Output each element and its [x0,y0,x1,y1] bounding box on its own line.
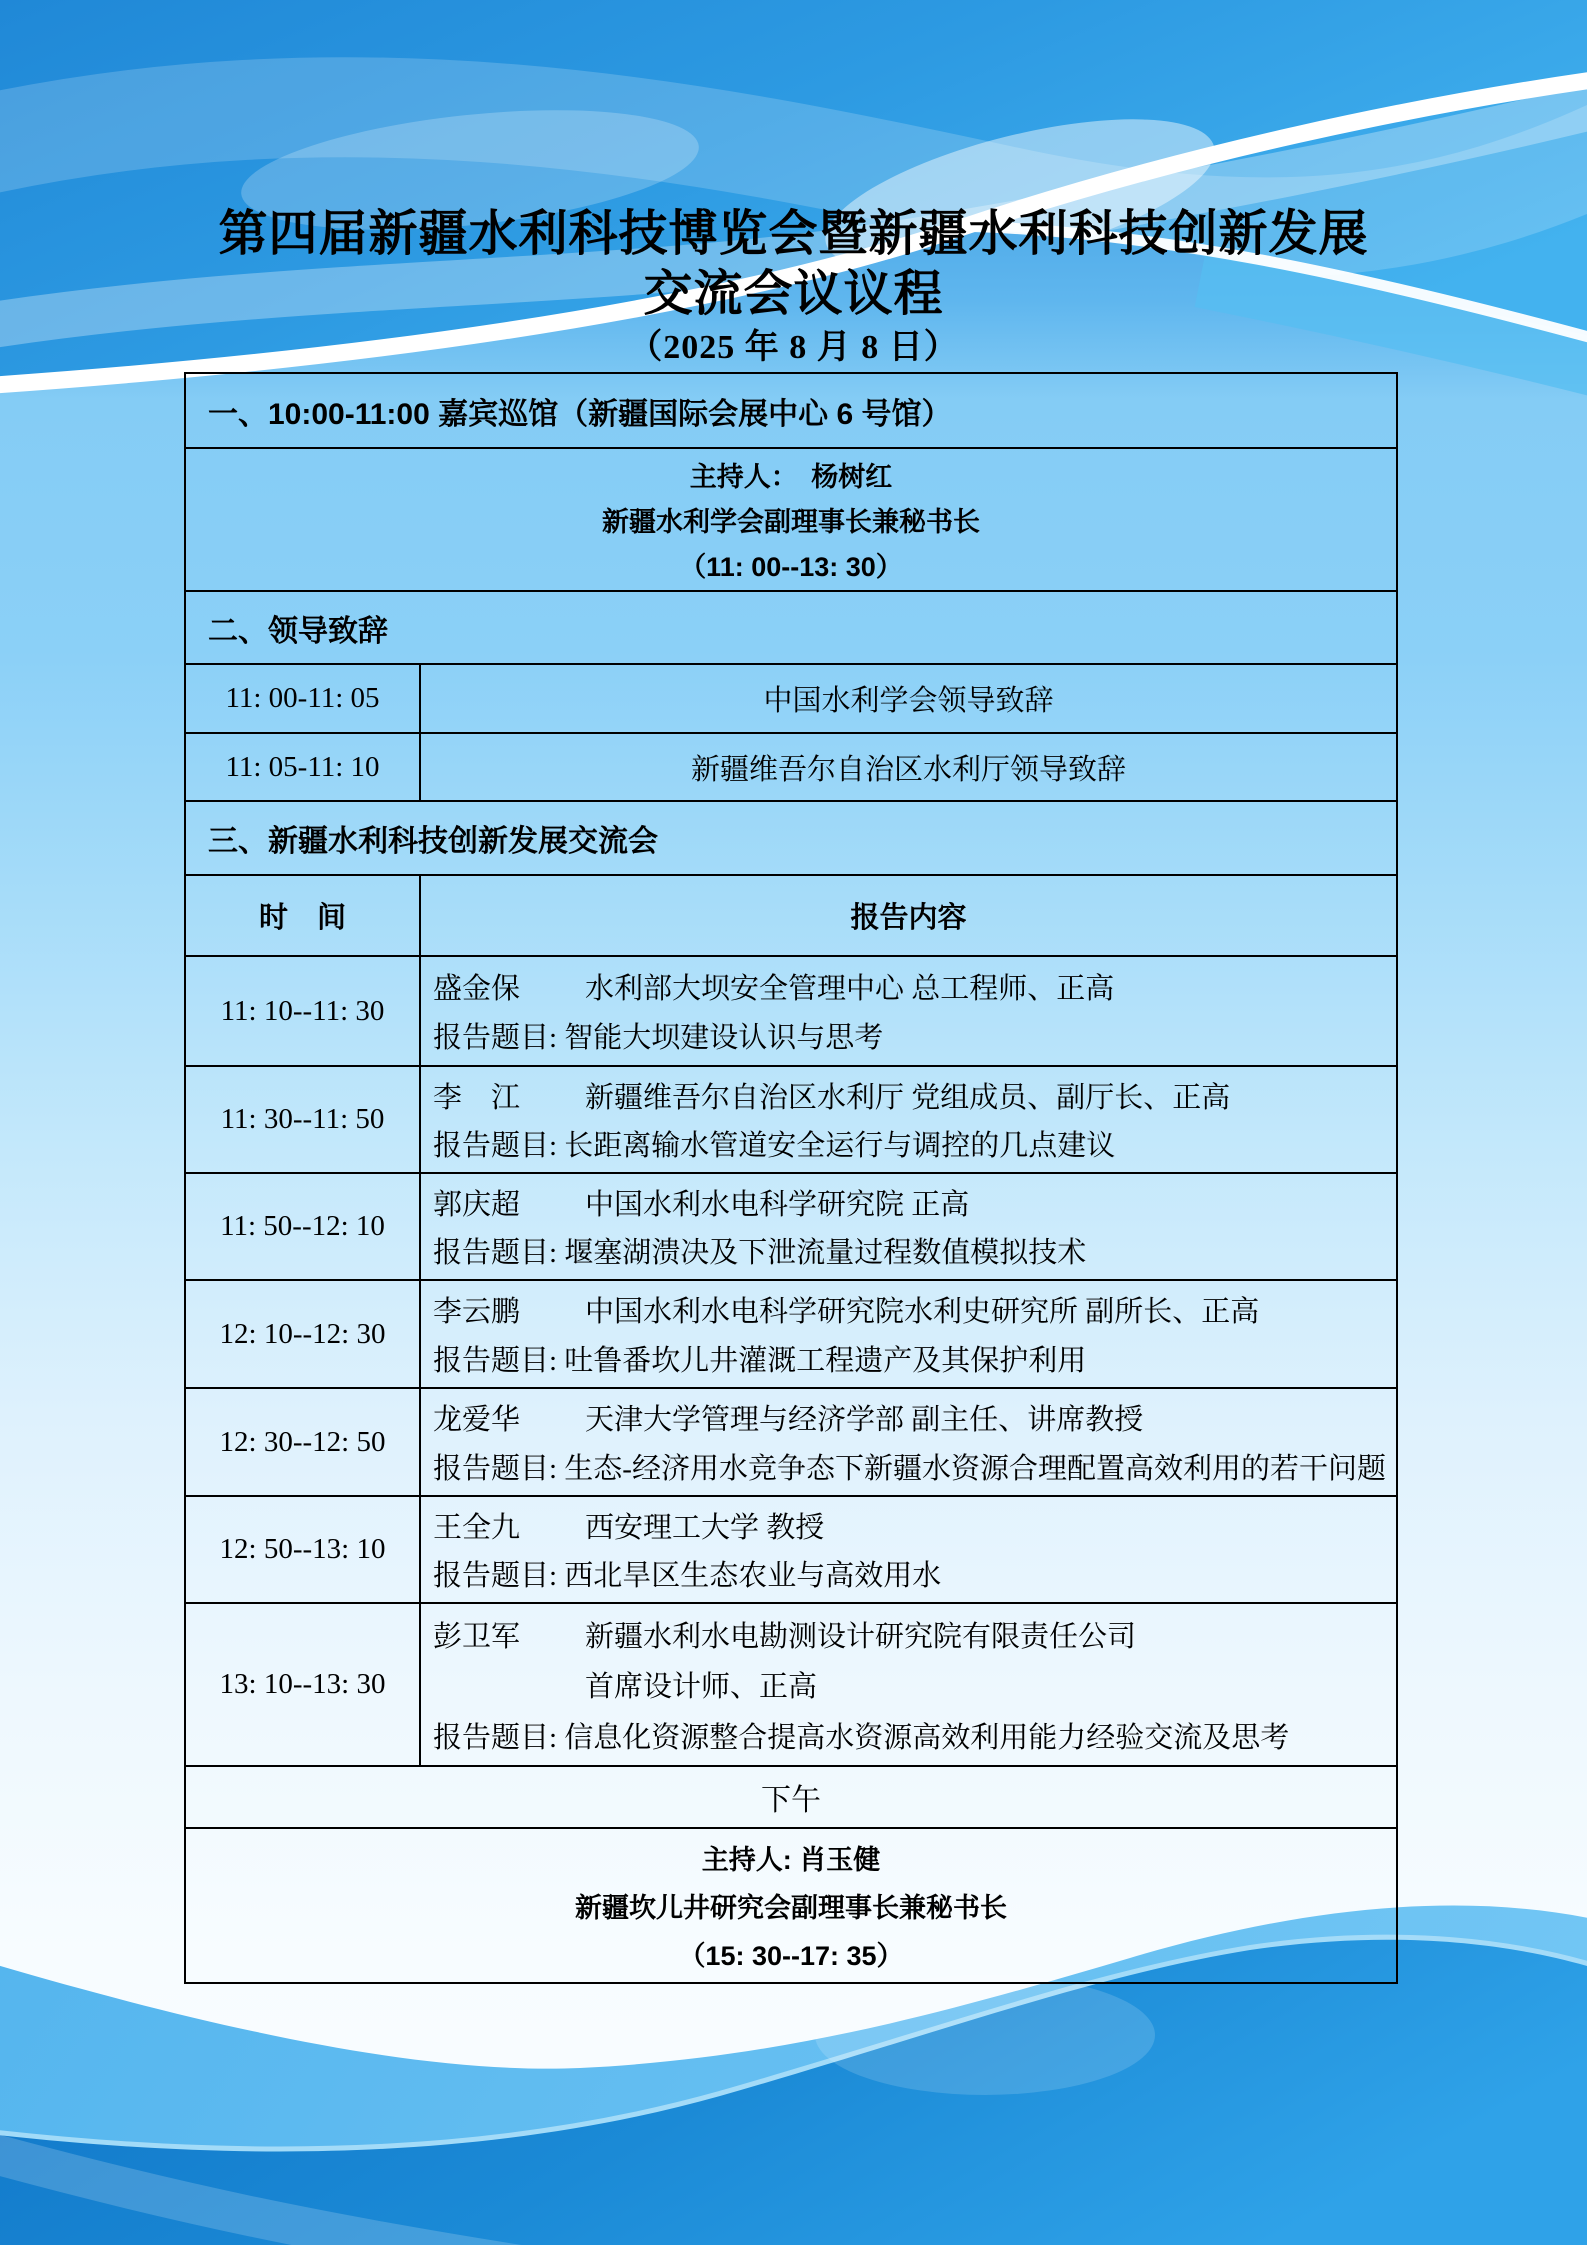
report-speaker-line [433,1397,1396,1438]
speaker-name: 郭庆超 [433,1188,521,1221]
title-block [0,204,1587,370]
speaker-affiliation: 水利部大坝安全管理中心 总工程师、正高 [585,972,1115,1005]
report-row [186,1389,1396,1497]
page-title-line1: 第四届新疆水利科技博览会暨新疆水利科技创新发展 [218,206,1369,261]
section3-header: 三、新疆水利科技创新发展交流会 [208,825,658,858]
report-title-line: 报告题目: 生态-经济用水竞争态下新疆水资源合理配置高效利用的若干问题 [433,1453,1386,1485]
report-content [421,1174,1396,1279]
moderator-am-block [186,449,1396,592]
report-time: 12: 10--12: 30 [186,1281,421,1387]
report-title-line: 报告题目: 吐鲁番坎儿井灌溉工程遗产及其保护利用 [433,1345,1087,1377]
section2-header-row [186,592,1396,665]
report-time: 11: 30--11: 50 [186,1067,421,1172]
report-time: 12: 50--13: 10 [186,1497,421,1602]
moderator-pm-time: （15: 30--17: 35） [678,1941,904,1971]
report-title-line: 报告题目: 智能大坝建设认识与思考 [433,1022,884,1055]
speech-time: 11: 00-11: 05 [186,665,421,732]
speech-row [186,734,1396,802]
moderator-pm-role: 新疆坎儿井研究会副理事长兼秘书长 [575,1893,1007,1923]
moderator-am-role: 新疆水利学会副理事长兼秘书长 [602,507,980,537]
report-time: 11: 10--11: 30 [186,957,421,1065]
speech-content: 中国水利学会领导致辞 [763,685,1054,717]
report-speaker-line [433,1075,1396,1116]
column-header-time: 时 间 [186,876,421,955]
moderator-am-time: （11: 00--13: 30） [679,552,903,582]
report-affiliation2-line [433,1664,1396,1705]
speaker-name: 彭卫军 [433,1620,521,1653]
speaker-affiliation: 中国水利水电科学研究院 正高 [585,1188,970,1221]
speech-content: 新疆维吾尔自治区水利厅领导致辞 [690,753,1126,786]
moderator-am-name: 主持人： 杨树红 [689,462,893,492]
report-content [421,957,1396,1065]
speaker-affiliation-2: 首席设计师、正高 [585,1671,818,1703]
report-row [186,1497,1396,1604]
section1-header-row [186,374,1396,449]
report-speaker-line [433,1289,1396,1330]
report-title-line: 报告题目: 西北旱区生态农业与高效用水 [433,1560,942,1593]
afternoon-label: 下午 [761,1784,821,1817]
report-title-line: 报告题目: 信息化资源整合提高水资源高效利用能力经验交流及思考 [433,1721,1290,1754]
page-title-line2: 交流会议议程 [643,266,944,321]
report-content [421,1389,1396,1495]
section1-header: 一、10:00-11:00 嘉宾巡馆（新疆国际会展中心 6 号馆） [208,397,952,431]
speaker-name: 李 江 [433,1081,521,1114]
report-speaker-line [433,1182,1396,1223]
speaker-name: 龙爱华 [433,1404,521,1436]
speaker-affiliation: 新疆维吾尔自治区水利厅 党组成员、副厅长、正高 [585,1081,1231,1114]
speech-time: 11: 05-11: 10 [186,734,421,800]
column-header-content: 报告内容 [850,902,967,934]
report-row [186,1067,1396,1174]
page-date: （2025 年 8 月 8 日） [628,329,959,366]
report-speaker-line [433,1614,1396,1655]
section3-header-row [186,802,1396,876]
speech-row [186,665,1396,734]
report-content [421,1067,1396,1172]
afternoon-row [186,1767,1396,1829]
report-time: 13: 10--13: 30 [186,1604,421,1765]
speaker-affiliation: 新疆水利水电勘测设计研究院有限责任公司 [585,1620,1137,1653]
report-title-line: 报告题目: 堰塞湖溃决及下泄流量过程数值模拟技术 [433,1237,1087,1270]
report-content [421,1604,1396,1765]
bottom-glow [815,1975,1155,2095]
report-content [421,1497,1396,1602]
agenda-table [184,372,1398,1984]
report-row [186,1604,1396,1767]
report-time: 11: 50--12: 10 [186,1174,421,1279]
section2-header: 二、领导致辞 [208,614,388,648]
report-row [186,957,1396,1067]
column-header-row [186,876,1396,957]
report-time: 12: 30--12: 50 [186,1389,421,1495]
report-row [186,1174,1396,1281]
report-content [421,1281,1396,1387]
speaker-affiliation: 西安理工大学 教授 [585,1511,825,1544]
speaker-name: 盛金保 [433,972,521,1005]
report-speaker-line [433,1505,1396,1546]
moderator-pm-name: 主持人: 肖玉健 [701,1845,881,1875]
speaker-name: 李云鹏 [433,1296,521,1328]
report-row [186,1281,1396,1389]
moderator-pm-block [186,1829,1396,1982]
report-speaker-line [433,966,1396,1007]
speaker-name: 王全九 [433,1511,521,1544]
report-title-line: 报告题目: 长距离输水管道安全运行与调控的几点建议 [433,1130,1116,1163]
speaker-affiliation: 中国水利水电科学研究院水利史研究所 副所长、正高 [585,1296,1260,1328]
speaker-affiliation: 天津大学管理与经济学部 副主任、讲席教授 [585,1404,1144,1436]
